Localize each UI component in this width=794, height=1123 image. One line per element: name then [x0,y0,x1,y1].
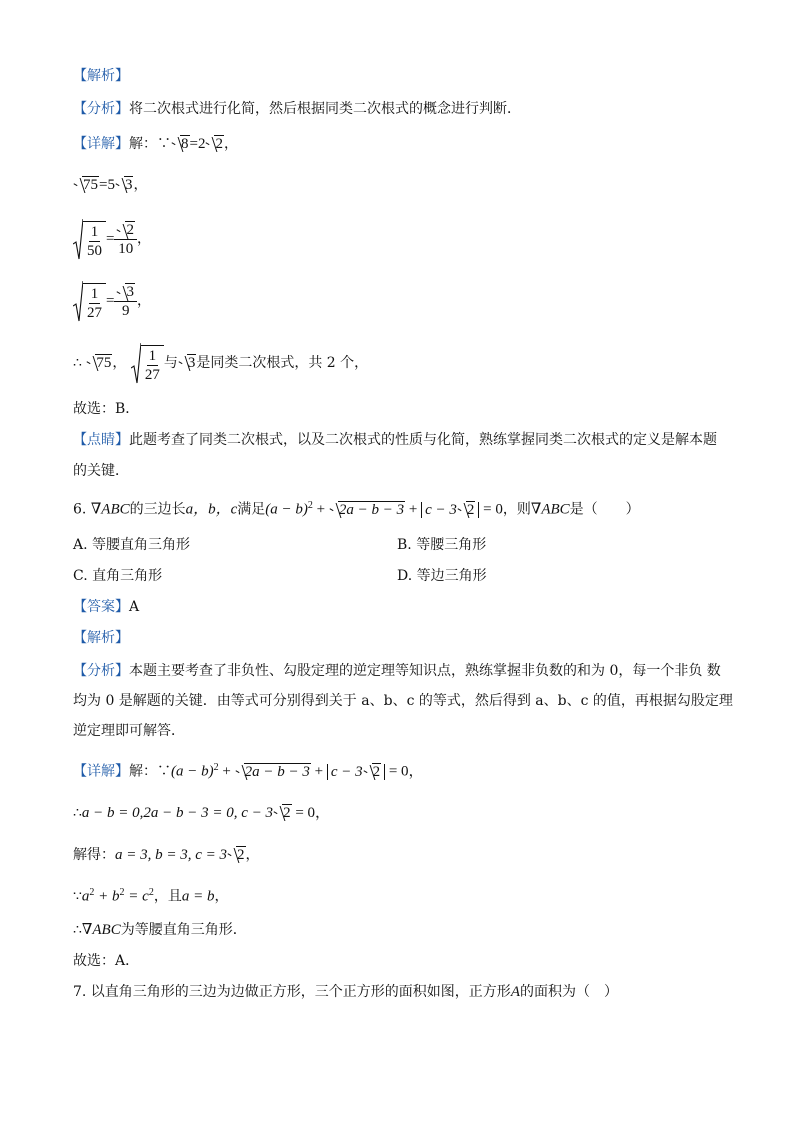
sqrt-expression: 8 [171,134,190,154]
choice-line: 故选：A． [73,953,140,969]
answer-line [73,597,139,617]
because-sign: ∵ [73,888,82,905]
therefore-sign: ∴ [73,355,82,371]
exponent: 2 [89,887,95,898]
triangle-name: ∇ABC [530,501,570,518]
equals-text: =2 [189,136,206,152]
stem-text: 是（ ） [569,501,640,518]
sqrt-expression: 2 [273,803,292,823]
punctuation: ， [245,847,260,863]
solution-values: a = 3, b = 3, c = 3 [115,847,228,863]
var-b: + b [94,888,120,905]
sqrt-expression: 2 [205,134,224,154]
sqrt-expression: 2a − b − 3 [235,762,311,782]
plus-sign: + [405,501,422,518]
connector-text: ，且 [153,888,182,905]
sqrt-expression: 3 [115,175,134,195]
exponent: 2 [119,887,125,898]
analysis-line [73,99,521,119]
punctuation: ， [136,231,151,247]
answer-tag: 【答案】 [73,599,129,615]
therefore-sign: ∴ [73,805,82,821]
plus-sign: + [310,763,327,780]
remark-text: 此题考查了同类二次根式，以及二次根式的性质与化简，熟练掌握同类二次根式的定义是解本题 [129,432,717,448]
absolute-value: c − 3 2 [327,764,385,780]
question-7-stem [73,982,618,1002]
sqrt-fraction: $\frac{1}{50}$ [73,218,106,260]
detail-line-1 [73,758,424,782]
punctuation: ， [112,355,127,371]
analysis-tag: 【分析】 [73,663,129,679]
detail-line-2 [73,175,147,195]
equals-zero: = 0 [479,501,503,518]
math-term: (a − b) [265,501,308,518]
equality: a = b [181,888,215,905]
detail-line-1 [73,134,238,154]
sqrt-expression: 75 [86,353,112,373]
remark-line-1 [73,430,717,450]
equation-system: a − b = 0,2a − b − 3 = 0, c − 3 [81,805,274,821]
option-a[interactable]: A. 等腰直角三角形 [73,537,191,553]
analysis-tag: 【分析】 [73,101,129,117]
stem-text: 7. 以直角三角形的三边为边做正方形，三个正方形的面积如图，正方形 [73,984,511,1000]
fraction: $\frac{3}{9}$ [114,283,137,320]
choice-line: 故选：B． [73,401,140,417]
detail-line-4 [73,883,228,903]
equals-zero: = 0， [385,763,424,780]
exponent: 2 [148,887,154,898]
stem-text: 的三边长 [129,501,186,518]
question-number: 6. [73,501,87,518]
var-a: a [81,888,90,905]
detail-prefix: 解：∵ [129,136,171,152]
detail-line-4 [73,280,151,324]
remark-tag: 【点睛】 [73,432,129,448]
solve-prefix: 解得： [73,847,115,863]
triangle-name: ∇ABC [81,922,121,938]
detail-prefix: 解：∵ [129,763,171,780]
sqrt-fraction: $\frac{1}{27}$ [131,342,164,384]
option-d[interactable]: D. 等边三角形 [397,568,487,584]
plus-sign: + [312,501,329,518]
equals-text: =5 [99,177,115,193]
conclusion-line [73,342,368,386]
punctuation: ， [136,293,151,309]
square-label: A [510,984,520,1000]
option-b[interactable]: B. 等腰三角形 [397,537,487,553]
therefore-sign: ∴ [73,922,82,938]
detail-line-3 [73,845,260,865]
triangle-name: ∇ABC [90,501,130,518]
option-c[interactable]: C. 直角三角形 [73,568,163,584]
fraction: $\frac{2}{10}$ [114,221,137,258]
detail-tag: 【详解】 [73,136,129,152]
punctuation: ， [214,888,229,905]
analysis-line-2: 均为 0 是解题的关键．由等式可分别得到关于 a、b、c 的等式，然后得到 a、b、c 的值，再根据勾股定理 [73,693,733,709]
equals-zero: = 0， [291,805,331,821]
stem-vars: a，b，c [185,501,238,518]
equals-sign: = [106,293,115,309]
conclusion-text: 是同类二次根式，共 2 个， [196,355,369,371]
var-c: = c [124,888,149,905]
analysis-line-1 [73,661,721,681]
analysis-text: 本题主要考查了非负性、勾股定理的逆定理等知识点，熟练掌握非负数的和为 0，每一个非负 数 [129,663,721,679]
jiexi-heading: 【解析】 [73,68,129,84]
plus-sign: + [218,763,235,780]
punctuation: ， [223,136,238,152]
sqrt-expression: 75 [73,175,99,195]
sqrt-expression: 2a − b − 3 [329,500,405,520]
conclusion-text: 为等腰直角三角形． [120,922,247,938]
stem-text: ，则 [502,501,531,518]
analysis-text: 将二次根式进行化简，然后根据同类二次根式的概念进行判断． [129,101,521,117]
detail-line-3 [73,218,151,262]
detail-line-2 [73,803,330,823]
answer-value: A [129,599,140,615]
stem-text: 的面积为（ ） [519,984,618,1000]
equals-sign: = [106,231,115,247]
exponent: 2 [213,762,219,773]
analysis-line-3: 逆定理即可解答． [73,723,185,739]
question-6-stem [73,496,640,522]
detail-line-5 [73,920,247,940]
jiexi-heading: 【解析】 [73,630,129,646]
sqrt-fraction: $\frac{1}{27}$ [73,280,106,322]
stem-text: 满足 [237,501,266,518]
absolute-value: c − 3 2 [421,502,479,518]
exponent: 2 [307,500,313,511]
punctuation: ， [133,177,148,193]
math-term: (a − b) [171,763,214,780]
connector-text: 与 [163,355,178,371]
detail-tag: 【详解】 [73,763,129,780]
sqrt-expression: 2 [227,845,246,865]
remark-line-2: 的关键． [73,463,129,479]
sqrt-expression: 3 [178,353,197,373]
